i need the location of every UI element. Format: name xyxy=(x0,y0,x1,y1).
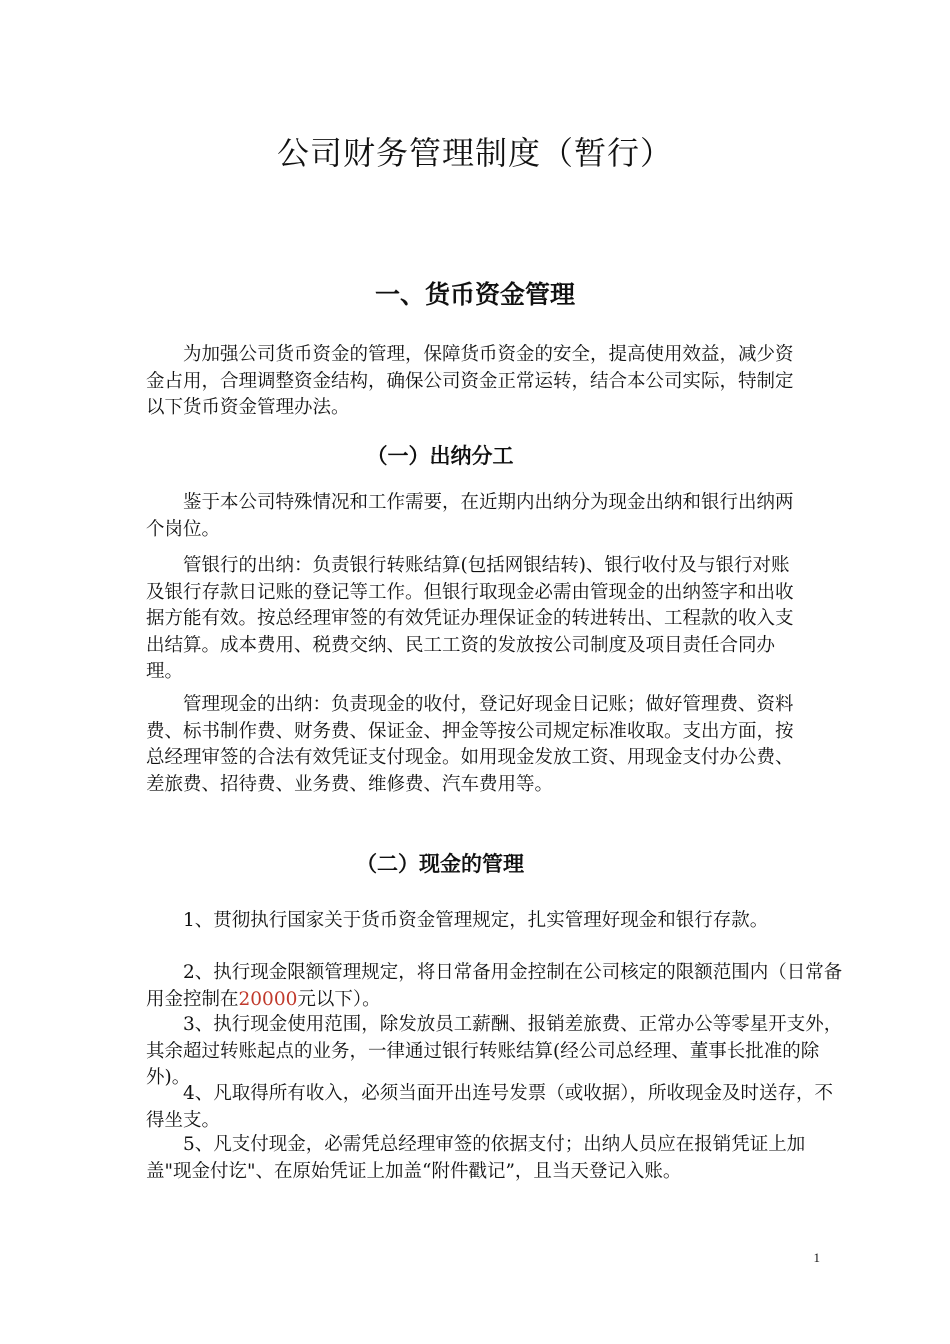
cash-rule-item-3: 3、执行现金使用范围，除发放员工薪酬、报销差旅费、正常办公等零星开支外，其余超过转账起点的业务，一律通过银行转账结算(经公司总经理、董事长批准的除外)。 xyxy=(146,1014,843,1088)
cash-rule-item-1: 1、贯彻执行国家关于货币资金管理规定，扎实管理好现金和银行存款。 xyxy=(183,910,769,931)
cash-rule-item-2-tail: 元以下）。 xyxy=(297,988,381,1010)
page-number: 1 xyxy=(813,1250,820,1265)
cashier-division-paragraph-1: 鉴于本公司特殊情况和工作需要，在近期内出纳分为现金出纳和银行出纳两个岗位。 xyxy=(146,492,794,540)
cash-rule-item-5: 5、凡支付现金，必需凭总经理审签的依据支付；出纳人员应在报销凭证上加盖"现金付讫"、在原始凭证上加盖“附件戳记”，且当天登记入账。 xyxy=(146,1134,806,1182)
section-heading-currency-funds: 一、货币资金管理 xyxy=(374,280,575,309)
cash-rule-item-4: 4、凡取得所有收入，必须当面开出连号发票（或收据），所收现金及时送存，不得坐支。 xyxy=(146,1083,834,1131)
section-intro-paragraph: 为加强公司货币资金的管理，保障货币资金的安全，提高使用效益，减少资金占用，合理调整资金结构，确保公司资金正常运转，结合本公司实际，特制定以下货币资金管理办法。 xyxy=(146,344,794,418)
cash-rule-item-2 xyxy=(146,960,850,1013)
cash-rule-item-2-text: 2、执行现金限额管理规定，将日常备用金控制在公司核定的限额范围内（日常备用金控制在 xyxy=(146,962,843,1010)
cashier-division-paragraph-bank: 管银行的出纳：负责银行转账结算(包括网银结转)、银行收付及与银行对账及银行存款日记账的登记等工作。但银行取现金必需由管现金的出纳签字和出收据方能有效。按总经理审签的有效凭证办理保证金的转进转出、工程款的收入支出结算。成本费用、税费交纳、民工工资的发放按公司制度及项目责任合同办理。 xyxy=(146,555,794,682)
subsection-heading-cashier-division: （一）出纳分工 xyxy=(366,444,514,468)
cash-limit-amount: 20000 xyxy=(238,988,298,1010)
cashier-division-paragraph-cash: 管理现金的出纳：负责现金的收付，登记好现金日记账；做好管理费、资料费、标书制作费、财务费、保证金、押金等按公司规定标准收取。支出方面，按总经理审签的合法有效凭证支付现金。如用现金发放工资、用现金支付办公费、差旅费、招待费、业务费、维修费、汽车费用等。 xyxy=(146,694,794,795)
document-title: 公司财务管理制度（暂行） xyxy=(276,134,673,172)
subsection-heading-cash-management: （二）现金的管理 xyxy=(356,852,524,876)
